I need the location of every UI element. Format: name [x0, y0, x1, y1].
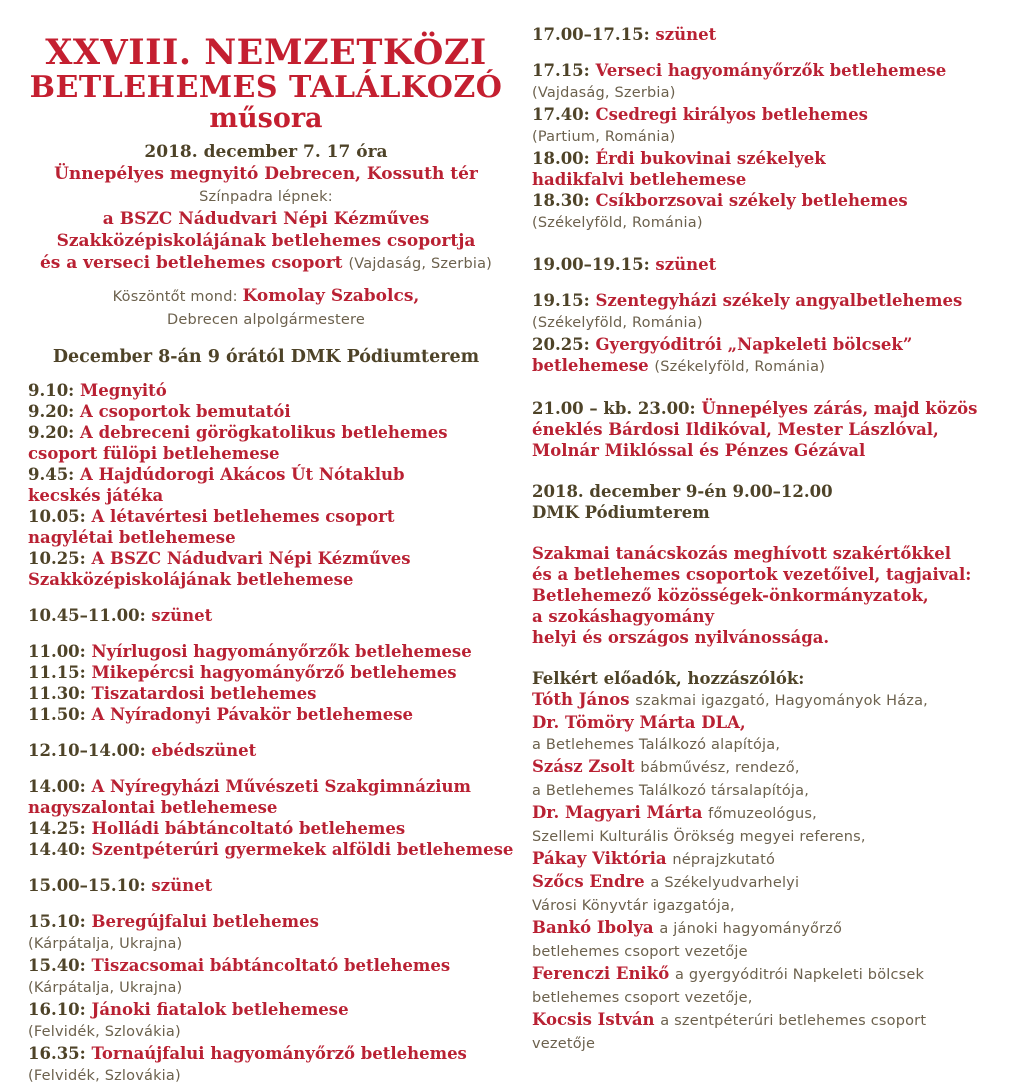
time-label: 18.00:	[532, 149, 596, 168]
time-label: 14.00:	[28, 777, 92, 796]
event-title: Verseci hagyományőrzők betlehemese	[595, 61, 947, 80]
time-label: DMK Pódiumterem	[532, 503, 710, 522]
event-title: Bankó Ibolya	[532, 918, 660, 937]
event-title: Szász Zsolt	[532, 757, 641, 776]
event-title: Szentpéterúri gyermekek alföldi betlehemese	[91, 840, 514, 859]
opening-event: Ünnepélyes megnyitó Debrecen, Kossuth tér	[54, 164, 478, 184]
schedule-line	[28, 932, 504, 955]
event-title: Dr. Tömöry Márta DLA,	[532, 713, 746, 732]
schedule-line	[28, 776, 504, 797]
schedule-line	[532, 502, 1010, 523]
group-line2: Szakközépiskolájának betlehemes csoportja	[56, 231, 476, 251]
time-label: 14.25:	[28, 819, 92, 838]
event-title: Szőcs Endre	[532, 872, 651, 891]
event-title: A Nyíradonyi Pávakör betlehemese	[91, 705, 413, 724]
event-title: csoport fülöpi betlehemese	[28, 444, 280, 463]
event-title: A létavértesi betlehemes csoport	[91, 507, 395, 526]
greeting-title: Debrecen alpolgármestere	[167, 312, 365, 328]
schedule-line	[532, 543, 1010, 564]
event-title: Dr. Magyari Márta	[532, 803, 709, 822]
schedule-line	[532, 254, 1010, 275]
event-title: Molnár Miklóssal és Pénzes Gézával	[532, 441, 866, 460]
region-note: a Betlehemes Találkozó társalapítója,	[532, 783, 810, 799]
event-title: Gyergyóditrói „Napkeleti bölcsek”	[595, 335, 913, 354]
region-note: a jánoki hagyományőrző	[659, 921, 843, 937]
evening-schedule	[532, 24, 1010, 1055]
event-title: Szentegyházi székely angyalbetlehemes	[595, 291, 963, 310]
header-block	[28, 34, 504, 331]
schedule-line	[532, 125, 1010, 148]
event-title: nagylétai betlehemese	[28, 528, 236, 547]
schedule-line	[28, 464, 504, 485]
schedule-line	[532, 169, 1010, 190]
schedule-line	[28, 605, 504, 626]
time-label: 15.00–15.10:	[28, 876, 152, 895]
schedule-line	[532, 963, 1010, 986]
time-label: 20.25:	[532, 335, 596, 354]
schedule-line	[28, 875, 504, 896]
schedule-line	[532, 825, 1010, 848]
schedule-line	[28, 818, 504, 839]
region-note: főmuzeológus,	[708, 806, 817, 822]
event-title: Szakközépiskolájának betlehemese	[28, 570, 354, 589]
region-note: (Vajdaság, Szerbia)	[532, 85, 676, 101]
time-label: 10.25:	[28, 549, 92, 568]
event-title: a szokáshagyomány	[532, 607, 715, 626]
time-label: 10.05:	[28, 507, 92, 526]
region-note: (Székelyföld, Románia)	[654, 359, 826, 375]
schedule-line	[532, 24, 1010, 45]
schedule-line	[28, 422, 504, 443]
schedule-line	[532, 1009, 1010, 1032]
left-column	[28, 32, 514, 1087]
event-title: Ünnepélyes zárás, majd közös	[701, 399, 978, 418]
schedule-line	[28, 641, 504, 662]
region-note: a Székelyudvarhelyi	[650, 875, 800, 891]
event-title: A BSZC Nádudvari Népi Kézműves	[91, 549, 411, 568]
schedule-line	[28, 740, 504, 761]
schedule-line	[532, 917, 1010, 940]
event-title: A debreceni görögkatolikus betlehemes	[80, 423, 448, 442]
region-note: a Betlehemes Találkozó alapítója,	[532, 737, 781, 753]
group-line1: a BSZC Nádudvari Népi Kézműves	[102, 209, 430, 229]
schedule-line	[532, 290, 1010, 311]
event-title: A Nyíregyházi Művészeti Szakgimnázium	[91, 777, 471, 796]
day1-header: December 8-án 9 órától DMK Pódiumterem	[52, 347, 480, 367]
event-title: Tóth János	[532, 690, 636, 709]
time-label: 19.15:	[532, 291, 596, 310]
schedule-line	[28, 683, 504, 704]
event-title: betlehemese	[532, 356, 655, 375]
schedule-line	[532, 986, 1010, 1009]
region-note: a szentpéterúri betlehemes csoport	[660, 1013, 927, 1029]
time-label: 17.00–17.15:	[532, 25, 656, 44]
schedule-line	[28, 839, 514, 860]
event-title: Mikepércsi hagyományőrző betlehemes	[91, 663, 457, 682]
event-title: Csíkborzsovai székely betlehemes	[595, 191, 908, 210]
schedule-line	[532, 334, 1010, 355]
schedule-line	[28, 911, 504, 932]
schedule-line	[28, 976, 504, 999]
event-title: Tornaújfalui hagyományőrző betlehemes	[91, 1044, 467, 1063]
group-line3: és a verseci betlehemes csoport (Vajdaság, Szerbia)	[39, 253, 493, 273]
schedule-line	[532, 585, 1010, 606]
region-note: betlehemes csoport vezetője	[532, 944, 748, 960]
schedule-line	[532, 148, 1010, 169]
event-title: Beregújfalui betlehemes	[91, 912, 319, 931]
region-note: vezetője	[532, 1036, 596, 1052]
event-title: Megnyitó	[80, 381, 167, 400]
event-title: Nyírlugosi hagyományőrzők betlehemese	[91, 642, 472, 661]
region-note: néprajzkutató	[672, 852, 776, 868]
schedule-line	[28, 797, 504, 818]
page-title-line3: műsora	[209, 103, 323, 134]
time-label: 11.50:	[28, 705, 92, 724]
time-label: 17.15:	[532, 61, 596, 80]
time-label: 15.10:	[28, 912, 92, 931]
event-title: szünet	[151, 606, 213, 625]
schedule-line	[532, 440, 1010, 461]
schedule-line	[532, 802, 1010, 825]
schedule-line	[28, 999, 504, 1020]
region-note: (Székelyföld, Románia)	[532, 315, 703, 331]
event-title: helyi és országos nyilvánossága.	[532, 628, 830, 647]
region-note: a gyergyóditrói Napkeleti bölcsek	[674, 967, 925, 983]
schedule-line	[532, 211, 1010, 234]
time-label: 11.30:	[28, 684, 92, 703]
time-label: Felkért előadók, hozzászólók:	[532, 669, 805, 688]
schedule-line	[532, 564, 1010, 585]
event-title: Szakmai tanácskozás meghívott szakértőkkel	[532, 544, 952, 563]
time-label: 9.20:	[28, 423, 81, 442]
event-title: Jánoki fiatalok betlehemese	[91, 1000, 349, 1019]
region-note: (Felvidék, Szlovákia)	[28, 1068, 181, 1084]
page-title-line1: XXVIII. NEMZETKÖZI	[45, 32, 487, 73]
schedule-line	[532, 60, 1010, 81]
region-note: (Felvidék, Szlovákia)	[28, 1024, 181, 1040]
event-title: ebédszünet	[151, 741, 257, 760]
greeting-line: Köszöntőt mond: Komolay Szabolcs,	[112, 286, 420, 306]
time-label: 16.10:	[28, 1000, 92, 1019]
schedule-line	[532, 606, 1010, 627]
schedule-line	[532, 894, 1010, 917]
time-label: 19.00–19.15:	[532, 255, 656, 274]
schedule-line	[532, 398, 1010, 419]
schedule-line	[532, 627, 1010, 648]
region-note: szakmai igazgató, Hagyományok Háza,	[635, 693, 928, 709]
time-label: 15.40:	[28, 956, 92, 975]
schedule-line	[28, 443, 504, 464]
event-title: Tiszatardosi betlehemes	[91, 684, 317, 703]
event-title: Kocsis István	[532, 1010, 661, 1029]
schedule-line	[28, 401, 504, 422]
schedule-line	[532, 81, 1010, 104]
schedule-line	[532, 712, 1010, 733]
schedule-line	[532, 668, 1010, 689]
event-title: Tiszacsomai bábtáncoltató betlehemes	[91, 956, 451, 975]
schedule-line	[532, 355, 1010, 378]
time-label: 9.10:	[28, 381, 81, 400]
region-note: Városi Könyvtár igazgatója,	[532, 898, 735, 914]
region-note: Szellemi Kulturális Örökség megyei referens,	[532, 829, 866, 845]
time-label: 12.10–14.00:	[28, 741, 152, 760]
schedule-line	[532, 419, 1010, 440]
event-title: A csoportok bemutatói	[80, 402, 291, 421]
event-title: Érdi bukovinai székelyek	[595, 149, 826, 168]
time-label: 21.00 – kb. 23.00:	[532, 399, 702, 418]
time-label: 9.45:	[28, 465, 81, 484]
time-label: 11.15:	[28, 663, 92, 682]
region-note: bábművész, rendező,	[640, 760, 800, 776]
schedule-line	[532, 104, 1010, 125]
region-note: (Partium, Románia)	[532, 129, 676, 145]
time-label: 16.35:	[28, 1044, 92, 1063]
event-title: kecskés játéka	[28, 486, 164, 505]
schedule-line	[28, 527, 504, 548]
time-label: 2018. december 9-én 9.00–12.00	[532, 482, 833, 501]
event-title: A Hajdúdorogi Akácos Út Nótaklub	[80, 465, 405, 484]
schedule-line	[532, 940, 1010, 963]
schedule-line	[28, 1020, 504, 1043]
time-label: 10.45–11.00:	[28, 606, 152, 625]
region-note: (Kárpátalja, Ukrajna)	[28, 980, 183, 996]
time-label: 17.40:	[532, 105, 596, 124]
schedule-line	[28, 548, 504, 569]
schedule-line	[532, 779, 1010, 802]
right-column	[532, 24, 1010, 1055]
event-title: Csedregi királyos betlehemes	[595, 105, 868, 124]
schedule-line	[532, 190, 1010, 211]
time-label: 18.30:	[532, 191, 596, 210]
schedule-line	[28, 704, 504, 725]
schedule-line	[532, 848, 1010, 871]
schedule-line	[532, 689, 1010, 712]
page-title-line2: BETLEHEMES TALÁLKOZÓ	[29, 70, 503, 105]
schedule-line	[532, 311, 1010, 334]
event-title: Holládi bábtáncoltató betlehemes	[91, 819, 406, 838]
day1-schedule	[28, 380, 514, 1087]
schedule-line	[532, 871, 1010, 894]
schedule-line	[532, 1032, 1010, 1055]
time-label: 14.40:	[28, 840, 92, 859]
schedule-line	[532, 733, 1010, 756]
schedule-line	[28, 955, 504, 976]
event-title: Betlehemező közösségek-önkormányzatok,	[532, 586, 929, 605]
region-note: (Székelyföld, Románia)	[532, 215, 703, 231]
schedule-line	[532, 756, 1010, 779]
event-title: szünet	[655, 25, 717, 44]
opening-datetime: 2018. december 7. 17 óra	[144, 142, 388, 162]
schedule-line	[28, 380, 504, 401]
time-label: 11.00:	[28, 642, 92, 661]
schedule-line	[28, 662, 504, 683]
stage-intro: Színpadra lépnek:	[199, 189, 333, 205]
event-title: Pákay Viktória	[532, 849, 673, 868]
schedule-line	[28, 485, 504, 506]
event-title: nagyszalontai betlehemese	[28, 798, 278, 817]
event-title: hadikfalvi betlehemese	[532, 170, 747, 189]
event-title: Ferenczi Enikő	[532, 964, 675, 983]
region-note: betlehemes csoport vezetője,	[532, 990, 753, 1006]
schedule-line	[532, 481, 1010, 502]
time-label: 9.20:	[28, 402, 81, 421]
schedule-line	[28, 1043, 504, 1064]
schedule-line	[28, 569, 504, 590]
schedule-line	[28, 506, 504, 527]
event-title: és a betlehemes csoportok vezetőivel, tagjaival:	[532, 565, 972, 584]
event-title: éneklés Bárdosi Ildikóval, Mester Lászlóval,	[532, 420, 939, 439]
region-note: (Kárpátalja, Ukrajna)	[28, 936, 183, 952]
schedule-line	[28, 1064, 504, 1087]
event-title: szünet	[151, 876, 213, 895]
event-title: szünet	[655, 255, 717, 274]
